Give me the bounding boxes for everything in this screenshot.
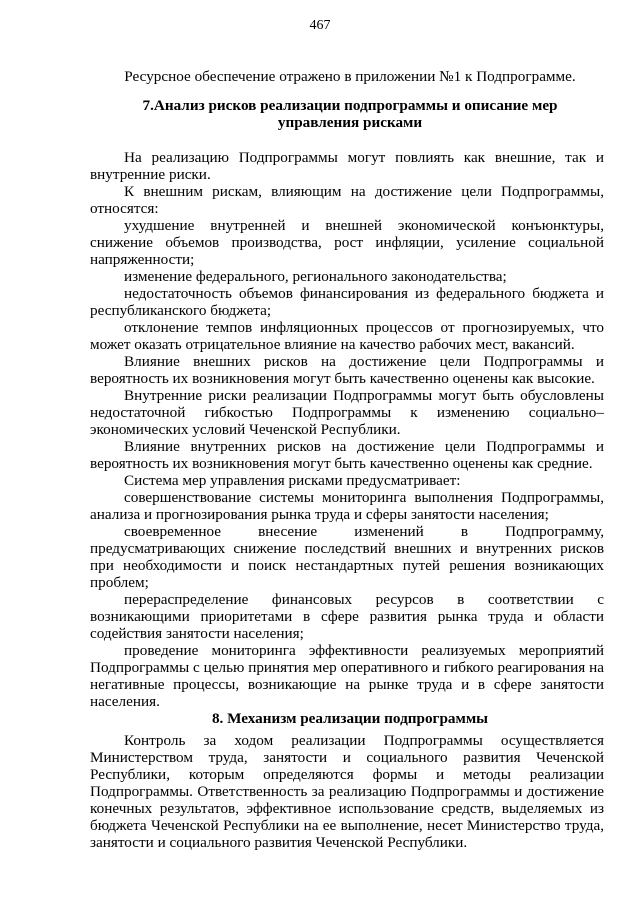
paragraph: своевременное внесение изменений в Подпрограмму, предусматривающих снижение последствий внешних и внутренних рисков при необходимости и поиск нестандартных путей решения возникающих проблем; xyxy=(90,523,604,591)
section-7-body xyxy=(90,149,604,710)
paragraph: недостаточность объемов финансирования из федерального бюджета и республиканского бюджета; xyxy=(90,285,604,319)
paragraph: Влияние внешних рисков на достижение цели Подпрограммы и вероятность их возникновения могут быть качественно оценены как высокие. xyxy=(90,353,604,387)
paragraph: совершенствование системы мониторинга выполнения Подпрограммы, анализа и прогнозирования рынка труда и сферы занятости населения; xyxy=(90,489,604,523)
paragraph: Система мер управления рисками предусматривает: xyxy=(124,472,461,489)
paragraph: перераспределение финансовых ресурсов в соответствии с возникающими приоритетами в сфере развития рынка труда и области содействия занятости населения; xyxy=(90,591,604,642)
section-8-heading: 8. Механизм реализации подпрограммы xyxy=(211,710,489,727)
paragraph: проведение мониторинга эффективности реализуемых мероприятий Подпрограммы с целью принятия мер оперативного и гибкого реагирования на негативные процессы, возникающие на рынке труда и в сфере занятости населения. xyxy=(90,642,604,710)
section-7-heading-line-2: управления рисками xyxy=(277,114,423,131)
paragraph: Внутренние риски реализации Подпрограммы могут быть обусловлены недостаточной гибкостью Подпрограммы к изменению социально–экономических условий Чеченской Республики. xyxy=(90,387,604,438)
paragraph: ухудшение внутренней и внешней экономической конъюнктуры, снижение объемов производства, рост инфляции, усиление социальной напряженности; xyxy=(90,217,604,268)
paragraph: На реализацию Подпрограммы могут повлиять как внешние, так и внутренние риски. xyxy=(90,149,604,183)
paragraph: изменение федерального, регионального законодательства; xyxy=(124,268,507,285)
page-number: 467 xyxy=(309,18,331,33)
paragraph: Влияние внутренних рисков на достижение цели Подпрограммы и вероятность их возникновения могут быть качественно оценены как средние. xyxy=(90,438,604,472)
intro-text: Ресурсное обеспечение отражено в приложении №1 к Подпрограмме. xyxy=(124,68,576,85)
section-7-heading xyxy=(90,97,610,131)
paragraph: Контроль за ходом реализации Подпрограммы осуществляется Министерством труда, занятости и социального развития Чеченской Республики, которым определяются формы и методы реализации Подпрограммы. Ответственность за реализацию Подпрограммы и достижение конечных результатов, эффективное использование средств, выделяемых из бюджета Чеченской Республики на ее выполнение, несет Министерство труда, занятости и социального развития Чеченской Республики. xyxy=(90,732,604,851)
paragraph: К внешним рискам, влияющим на достижение цели Подпрограммы, относятся: xyxy=(90,183,604,217)
paragraph: отклонение темпов инфляционных процессов от прогнозируемых, что может оказать отрицательное влияние на качество рабочих мест, вакансий. xyxy=(90,319,604,353)
section-7-heading-line-1: 7.Анализ рисков реализации подпрограммы и описание мер xyxy=(142,97,558,114)
section-8-body xyxy=(90,732,604,851)
